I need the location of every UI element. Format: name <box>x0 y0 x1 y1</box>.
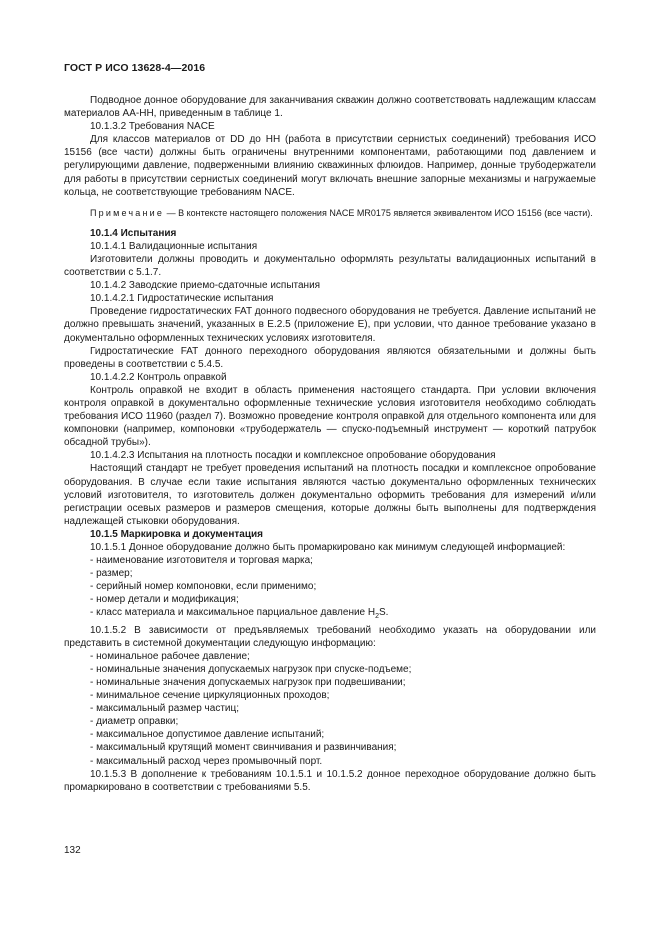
paragraph: Гидростатические FAT донного переходного оборудования являются обязательными и должны быть проведены в соответствии с 5.4.5. <box>64 345 596 370</box>
note-label: Примечание <box>90 207 165 218</box>
list-item: - максимальный расход через промывочный порт. <box>90 755 323 767</box>
list-item: - номинальные значения допускаемых нагрузок при спуске-подъеме; <box>90 663 412 675</box>
list-item: - размер; <box>90 568 133 580</box>
paragraph: 10.1.5.3 В дополнение к требованиям 10.1.5.1 и 10.1.5.2 донное переходное оборудование должно быть промаркировано в соответствии с требованиями 5.5. <box>64 768 596 793</box>
clause-heading: 10.1.4.2.2 Контроль оправкой <box>90 371 227 383</box>
paragraph: Проведение гидростатических FAT донного подвесного оборудования не требуется. Давление испытаний не должно превышать значений, указанных в Е.2.5 (приложение Е), при условии, что данное требование указано в документально оформленных технических условиях изготовителя. <box>64 306 596 344</box>
list-item: - номер детали и модификация; <box>90 594 239 606</box>
paragraph: Подводное донное оборудование для заканчивания скважин должно соответствовать надлежащим классам материалов AA-HH, приведенным в таблице 1. <box>64 95 596 120</box>
document-header: ГОСТ Р ИСО 13628-4—2016 <box>64 62 206 74</box>
paragraph: 10.1.5.2 В зависимости от предъявляемых требований необходимо указать на оборудовании или представить в системной документации следующую информацию: <box>64 624 596 649</box>
list-item: - максимальный размер частиц; <box>90 703 239 715</box>
list-item: - минимальное сечение циркуляционных проходов; <box>90 690 330 702</box>
section-heading: 10.1.5 Маркировка и документация <box>90 528 263 540</box>
list-item-text: S. <box>379 607 389 619</box>
list-item <box>64 606 596 623</box>
page-number: 132 <box>64 845 81 856</box>
clause-heading: 10.1.4.2.3 Испытания на плотность посадки и комплексное опробование оборудования <box>90 450 496 462</box>
paragraph: Настоящий стандарт не требует проведения испытаний на плотность посадки и комплексное опробование оборудования. В случае если такие испытания являются частью документально оформленных технических условий изготовителя, то изготовитель должен документально оформить требования для измерений и/или регистрации осевых размеров и размеров смещения, которые должны быть выполнены для подтверждения надлежащей стыковки оборудования. <box>64 463 596 527</box>
clause-heading: 10.1.4.2.1 Гидростатические испытания <box>90 293 274 305</box>
list-item: - номинальное рабочее давление; <box>90 650 250 662</box>
list-item: - номинальные значения допускаемых нагрузок при подвешивании; <box>90 676 406 688</box>
clause-heading: 10.1.4.1 Валидационные испытания <box>90 240 258 252</box>
list-item: - максимальный крутящий момент свинчивания и развинчивания; <box>90 742 397 754</box>
subscript: 2 <box>375 613 380 621</box>
list-item: - наименование изготовителя и торговая марка; <box>90 555 313 567</box>
list-item: - максимальное допустимое давление испытаний; <box>90 729 325 741</box>
clause-heading: 10.1.3.2 Требования NACE <box>90 121 215 133</box>
clause-heading: 10.1.4.2 Заводские приемо-сдаточные испытания <box>90 280 321 292</box>
list-item: - диаметр оправки; <box>90 716 179 728</box>
paragraph: Контроль оправкой не входит в область применения настоящего стандарта. При условии включения контроля оправкой в документально оформленные технические условия изготовителя необходимо соблюдать требования ИСО 11960 (раздел 7). Возможно проведение контроля оправкой для отдельного компонента или для компоновки (например, компоновки «трубодержатель — спуско-подъемный инструмент — короткий патрубок обсадной трубы»). <box>64 384 596 449</box>
list-item-text: - класс материала и максимальное парциальное давление H <box>90 607 376 619</box>
note <box>64 207 596 219</box>
section-heading: 10.1.4 Испытания <box>90 227 177 239</box>
list-item: - серийный номер компоновки, если применимо; <box>90 581 317 593</box>
paragraph: Изготовители должны проводить и документально оформлять результаты валидационных испытаний в соответствии с 5.1.7. <box>64 253 596 279</box>
note-text: — В контексте настоящего положения NACE MR0175 является эквивалентом ИСО 15156 (все части). <box>164 207 593 218</box>
paragraph: 10.1.5.1 Донное оборудование должно быть промаркировано как минимум следующей информацией: <box>90 542 566 553</box>
paragraph: Для классов материалов от DD до HH (работа в присутствии сернистых соединений) требования ИСО 15156 (все части) должны быть ограничены внутренними компонентами, работающими под давлением и регулирующими давление, подверженными влиянию скважинных флюидов. Например, донные трубодержатели для работы в присутствии сернистых соединений могут включать внешние запорные механизмы и нагружаемые кольца, не соответствующие требованиям NACE. <box>64 134 596 198</box>
document-body <box>64 94 596 794</box>
